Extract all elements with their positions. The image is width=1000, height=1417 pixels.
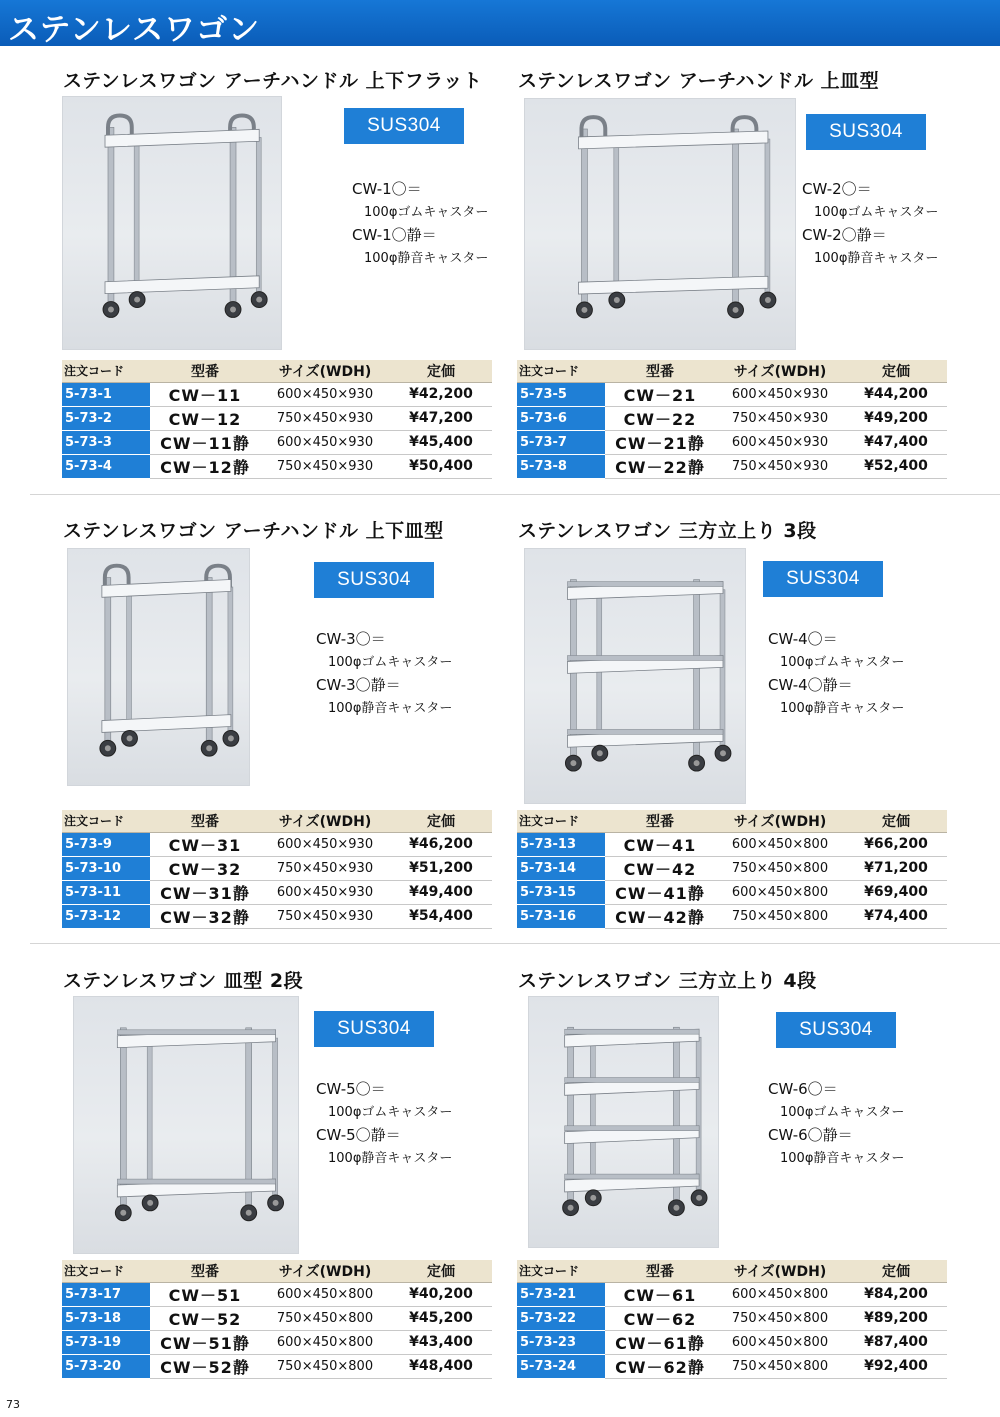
- table-header: 定価: [845, 810, 947, 832]
- table-header: 定価: [390, 810, 492, 832]
- table-header: 定価: [845, 360, 947, 382]
- list-price: ¥45,400: [390, 430, 492, 454]
- list-price: ¥47,400: [845, 430, 947, 454]
- section-title: ステンレスワゴン アーチハンドル 上下皿型: [63, 520, 444, 542]
- size-wdh: 750×450×800: [715, 904, 845, 928]
- order-code: 5-73-17: [62, 1282, 150, 1306]
- size-wdh: 750×450×930: [260, 406, 390, 430]
- section-title: ステンレスワゴン 三方立上り 4段: [518, 970, 817, 992]
- size-wdh: 750×450×800: [715, 856, 845, 880]
- caster-notes: [316, 1078, 452, 1170]
- material-badge: SUS304: [763, 561, 883, 597]
- table-header: 定価: [390, 1260, 492, 1282]
- table-header: 定価: [390, 360, 492, 382]
- table-row: [517, 832, 947, 856]
- caster-notes: [316, 628, 452, 720]
- size-wdh: 750×450×930: [260, 856, 390, 880]
- section-title: ステンレスワゴン 三方立上り 3段: [518, 520, 817, 542]
- list-price: ¥89,200: [845, 1306, 947, 1330]
- table-row: [517, 1330, 947, 1354]
- list-price: ¥84,200: [845, 1282, 947, 1306]
- table-header: 注文コード: [62, 1260, 150, 1282]
- order-code: 5-73-12: [62, 904, 150, 928]
- order-code: 5-73-11: [62, 880, 150, 904]
- caster-note-line: CW-1〇静＝: [352, 226, 437, 244]
- model-number: CW－51: [150, 1282, 260, 1306]
- table-header: 型番: [150, 1260, 260, 1282]
- caster-notes: [768, 628, 904, 720]
- section-title: ステンレスワゴン アーチハンドル 上下フラット: [63, 70, 483, 92]
- size-wdh: 600×450×930: [260, 430, 390, 454]
- table-row: [62, 856, 492, 880]
- model-number: CW－12: [150, 406, 260, 430]
- order-code: 5-73-5: [517, 382, 605, 406]
- order-code: 5-73-6: [517, 406, 605, 430]
- list-price: ¥54,400: [390, 904, 492, 928]
- wagon-photo-illustration: [74, 997, 298, 1253]
- model-number: CW－41静: [605, 880, 715, 904]
- model-number: CW－41: [605, 832, 715, 856]
- product-photo: [62, 96, 282, 350]
- list-price: ¥50,400: [390, 454, 492, 478]
- list-price: ¥69,400: [845, 880, 947, 904]
- order-code: 5-73-19: [62, 1330, 150, 1354]
- list-price: ¥45,200: [390, 1306, 492, 1330]
- size-wdh: 600×450×930: [715, 430, 845, 454]
- table-header: サイズ(WDH): [715, 1260, 845, 1282]
- caster-note-line: 100φゴムキャスター: [328, 655, 453, 670]
- list-price: ¥44,200: [845, 382, 947, 406]
- model-number: CW－62静: [605, 1354, 715, 1378]
- price-table: [62, 810, 492, 929]
- caster-note-line: CW-1〇＝: [352, 180, 422, 198]
- price-table: [517, 360, 947, 479]
- size-wdh: 600×450×800: [715, 1330, 845, 1354]
- caster-note-line: CW-5〇静＝: [316, 1126, 401, 1144]
- size-wdh: 600×450×800: [715, 880, 845, 904]
- list-price: ¥49,200: [845, 406, 947, 430]
- table-header: 注文コード: [62, 360, 150, 382]
- order-code: 5-73-20: [62, 1354, 150, 1378]
- order-code: 5-73-23: [517, 1330, 605, 1354]
- caster-note-line: 100φゴムキャスター: [814, 205, 939, 220]
- table-header: 型番: [150, 360, 260, 382]
- model-number: CW－52静: [150, 1354, 260, 1378]
- table-row: [517, 880, 947, 904]
- section-divider: [30, 943, 1000, 944]
- order-code: 5-73-24: [517, 1354, 605, 1378]
- caster-note-line: CW-4〇静＝: [768, 676, 853, 694]
- list-price: ¥74,400: [845, 904, 947, 928]
- table-row: [517, 904, 947, 928]
- caster-note-line: CW-3〇静＝: [316, 676, 401, 694]
- caster-note-line: CW-4〇＝: [768, 630, 838, 648]
- list-price: ¥52,400: [845, 454, 947, 478]
- model-number: CW－42: [605, 856, 715, 880]
- product-photo: [528, 996, 719, 1248]
- list-price: ¥92,400: [845, 1354, 947, 1378]
- list-price: ¥40,200: [390, 1282, 492, 1306]
- table-row: [62, 406, 492, 430]
- wagon-photo-illustration: [529, 997, 718, 1247]
- table-header: 注文コード: [62, 810, 150, 832]
- page-number: 73: [6, 1398, 20, 1411]
- caster-note-line: 100φ静音キャスター: [328, 1151, 453, 1166]
- material-badge: SUS304: [314, 562, 434, 598]
- model-number: CW－61静: [605, 1330, 715, 1354]
- wagon-photo-illustration: [68, 549, 249, 785]
- wagon-photo-illustration: [63, 97, 281, 349]
- list-price: ¥71,200: [845, 856, 947, 880]
- order-code: 5-73-14: [517, 856, 605, 880]
- size-wdh: 750×450×800: [715, 1306, 845, 1330]
- table-header: 注文コード: [517, 810, 605, 832]
- order-code: 5-73-3: [62, 430, 150, 454]
- model-number: CW－21: [605, 382, 715, 406]
- size-wdh: 600×450×800: [260, 1330, 390, 1354]
- caster-note-line: 100φ静音キャスター: [328, 701, 453, 716]
- table-row: [62, 454, 492, 478]
- list-price: ¥42,200: [390, 382, 492, 406]
- list-price: ¥43,400: [390, 1330, 492, 1354]
- caster-note-line: CW-6〇静＝: [768, 1126, 853, 1144]
- table-header: 定価: [845, 1260, 947, 1282]
- product-photo: [67, 548, 250, 786]
- caster-note-line: CW-3〇＝: [316, 630, 386, 648]
- size-wdh: 600×450×930: [260, 880, 390, 904]
- table-row: [62, 430, 492, 454]
- size-wdh: 750×450×800: [260, 1354, 390, 1378]
- order-code: 5-73-1: [62, 382, 150, 406]
- table-row: [517, 430, 947, 454]
- table-row: [517, 454, 947, 478]
- caster-note-line: 100φ静音キャスター: [814, 251, 939, 266]
- table-row: [517, 1306, 947, 1330]
- caster-note-line: CW-6〇＝: [768, 1080, 838, 1098]
- size-wdh: 750×450×930: [715, 406, 845, 430]
- table-row: [62, 904, 492, 928]
- model-number: CW－31静: [150, 880, 260, 904]
- model-number: CW－62: [605, 1306, 715, 1330]
- model-number: CW－61: [605, 1282, 715, 1306]
- order-code: 5-73-7: [517, 430, 605, 454]
- order-code: 5-73-4: [62, 454, 150, 478]
- size-wdh: 750×450×930: [715, 454, 845, 478]
- size-wdh: 750×450×800: [715, 1354, 845, 1378]
- material-badge: SUS304: [776, 1012, 896, 1048]
- section-title: ステンレスワゴン アーチハンドル 上皿型: [518, 70, 880, 92]
- order-code: 5-73-22: [517, 1306, 605, 1330]
- model-number: CW－32静: [150, 904, 260, 928]
- order-code: 5-73-10: [62, 856, 150, 880]
- caster-note-line: 100φゴムキャスター: [364, 205, 489, 220]
- model-number: CW－22: [605, 406, 715, 430]
- table-header: 型番: [150, 810, 260, 832]
- price-table: [517, 1260, 947, 1379]
- model-number: CW－22静: [605, 454, 715, 478]
- table-row: [62, 1282, 492, 1306]
- size-wdh: 750×450×930: [260, 904, 390, 928]
- page-title: ステンレスワゴン: [8, 12, 261, 48]
- size-wdh: 600×450×930: [715, 382, 845, 406]
- list-price: ¥49,400: [390, 880, 492, 904]
- list-price: ¥51,200: [390, 856, 492, 880]
- table-header: 注文コード: [517, 360, 605, 382]
- material-badge: SUS304: [806, 114, 926, 150]
- table-header: 型番: [605, 810, 715, 832]
- caster-note-line: CW-2〇＝: [802, 180, 872, 198]
- size-wdh: 600×450×930: [260, 832, 390, 856]
- model-number: CW－11静: [150, 430, 260, 454]
- caster-note-line: 100φ静音キャスター: [364, 251, 489, 266]
- model-number: CW－32: [150, 856, 260, 880]
- list-price: ¥87,400: [845, 1330, 947, 1354]
- caster-note-line: 100φゴムキャスター: [780, 1105, 905, 1120]
- model-number: CW－52: [150, 1306, 260, 1330]
- wagon-photo-illustration: [525, 99, 795, 349]
- table-row: [517, 382, 947, 406]
- size-wdh: 600×450×800: [715, 1282, 845, 1306]
- size-wdh: 750×450×800: [260, 1306, 390, 1330]
- order-code: 5-73-2: [62, 406, 150, 430]
- page-header: [0, 0, 1000, 46]
- product-photo: [73, 996, 299, 1254]
- order-code: 5-73-16: [517, 904, 605, 928]
- table-header: 注文コード: [517, 1260, 605, 1282]
- model-number: CW－42静: [605, 904, 715, 928]
- caster-note-line: 100φ静音キャスター: [780, 701, 905, 716]
- list-price: ¥47,200: [390, 406, 492, 430]
- table-row: [517, 1354, 947, 1378]
- caster-note-line: 100φ静音キャスター: [780, 1151, 905, 1166]
- caster-note-line: 100φゴムキャスター: [328, 1105, 453, 1120]
- table-row: [62, 880, 492, 904]
- table-header: 型番: [605, 1260, 715, 1282]
- list-price: ¥48,400: [390, 1354, 492, 1378]
- model-number: CW－21静: [605, 430, 715, 454]
- table-row: [62, 832, 492, 856]
- table-header: サイズ(WDH): [260, 360, 390, 382]
- size-wdh: 600×450×800: [715, 832, 845, 856]
- caster-notes: [768, 1078, 904, 1170]
- order-code: 5-73-18: [62, 1306, 150, 1330]
- caster-note-line: CW-2〇静＝: [802, 226, 887, 244]
- caster-notes: [802, 178, 938, 270]
- model-number: CW－11: [150, 382, 260, 406]
- caster-note-line: CW-5〇＝: [316, 1080, 386, 1098]
- table-row: [517, 856, 947, 880]
- table-header: サイズ(WDH): [260, 810, 390, 832]
- section-title: ステンレスワゴン 皿型 2段: [63, 970, 304, 992]
- material-badge: SUS304: [344, 108, 464, 144]
- price-table: [62, 1260, 492, 1379]
- table-row: [62, 1354, 492, 1378]
- model-number: CW－31: [150, 832, 260, 856]
- table-header: サイズ(WDH): [260, 1260, 390, 1282]
- model-number: CW－51静: [150, 1330, 260, 1354]
- order-code: 5-73-9: [62, 832, 150, 856]
- model-number: CW－12静: [150, 454, 260, 478]
- price-table: [517, 810, 947, 929]
- size-wdh: 600×450×930: [260, 382, 390, 406]
- table-row: [62, 1306, 492, 1330]
- order-code: 5-73-21: [517, 1282, 605, 1306]
- list-price: ¥66,200: [845, 832, 947, 856]
- size-wdh: 600×450×800: [260, 1282, 390, 1306]
- table-row: [517, 1282, 947, 1306]
- caster-notes: [352, 178, 488, 270]
- order-code: 5-73-15: [517, 880, 605, 904]
- size-wdh: 750×450×930: [260, 454, 390, 478]
- product-photo: [524, 548, 746, 804]
- list-price: ¥46,200: [390, 832, 492, 856]
- price-table: [62, 360, 492, 479]
- table-header: 型番: [605, 360, 715, 382]
- material-badge: SUS304: [314, 1011, 434, 1047]
- table-header: サイズ(WDH): [715, 360, 845, 382]
- order-code: 5-73-8: [517, 454, 605, 478]
- caster-note-line: 100φゴムキャスター: [780, 655, 905, 670]
- product-photo: [524, 98, 796, 350]
- table-row: [62, 1330, 492, 1354]
- table-row: [62, 382, 492, 406]
- order-code: 5-73-13: [517, 832, 605, 856]
- wagon-photo-illustration: [525, 549, 745, 803]
- table-row: [517, 406, 947, 430]
- table-header: サイズ(WDH): [715, 810, 845, 832]
- section-divider: [30, 494, 1000, 495]
